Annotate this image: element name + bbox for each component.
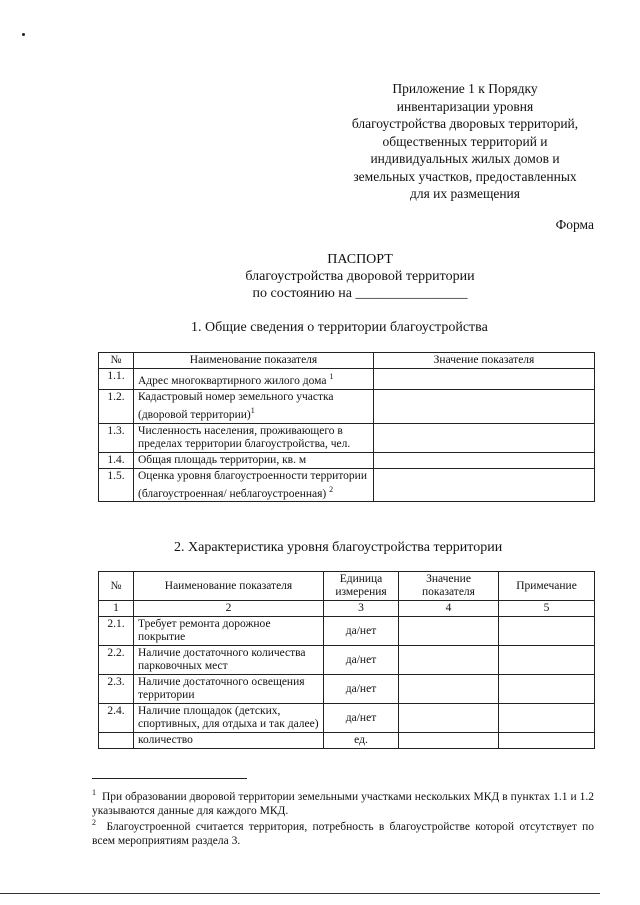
appendix-line: для их размещения bbox=[409, 186, 520, 201]
row-name: Общая площадь территории, кв. м bbox=[134, 452, 374, 468]
index-cell: 3 bbox=[324, 601, 399, 617]
table-header-row bbox=[99, 353, 595, 369]
table-row bbox=[99, 468, 595, 502]
row-value bbox=[399, 646, 499, 675]
index-cell: 5 bbox=[499, 601, 595, 617]
table-row bbox=[99, 617, 595, 646]
footnote-text: Благоустроенной считается территория, потребность в благоустройстве которой отсутствует по всем мероприятиям раздела 3. bbox=[92, 820, 595, 847]
row-name: Требует ремонта дорожное покрытие bbox=[134, 617, 324, 646]
table-row bbox=[99, 675, 595, 704]
section1-heading: 1. Общие сведения о территории благоустройства bbox=[191, 320, 488, 335]
table-row bbox=[99, 646, 595, 675]
index-cell: 4 bbox=[399, 601, 499, 617]
col-header-name: Наименование показателя bbox=[134, 572, 324, 601]
row-name: количество bbox=[134, 733, 324, 749]
appendix-block bbox=[330, 80, 600, 203]
row-num: 2.4. bbox=[99, 704, 134, 733]
section2-table bbox=[98, 571, 595, 749]
col-header-note: Примечание bbox=[499, 572, 595, 601]
row-name: Кадастровый номер земельного участка (дворовой территории)$^1$ bbox=[134, 389, 374, 423]
footnote-mark: 1 bbox=[92, 788, 96, 797]
row-num: 2.2. bbox=[99, 646, 134, 675]
row-value bbox=[374, 452, 595, 468]
passport-subtitle: благоустройства дворовой территории bbox=[245, 269, 475, 284]
footnote-text: При образовании дворовой территории земельными участками нескольких МКД в пунктах 1.1 и 1.2 указываются данные для каждого МКД. bbox=[92, 790, 594, 817]
page-bottom-line bbox=[0, 893, 600, 894]
footnote-separator bbox=[92, 778, 247, 779]
row-unit: да/нет bbox=[324, 675, 399, 704]
table-row bbox=[99, 704, 595, 733]
appendix-line: земельных участков, предоставленных bbox=[353, 168, 577, 184]
row-value bbox=[374, 468, 595, 502]
col-header-value: Значение показателя bbox=[374, 353, 595, 369]
row-name: Наличие площадок (детских, спортивных, для отдыха и так далее) bbox=[134, 704, 324, 733]
table-row bbox=[99, 452, 595, 468]
scan-dot bbox=[22, 33, 25, 36]
table-row bbox=[99, 369, 595, 390]
appendix-line: индивидуальных жилых домов и bbox=[370, 151, 560, 166]
table-row bbox=[99, 423, 595, 452]
passport-date-line: по состоянию на ________________ bbox=[252, 286, 468, 301]
row-num: 2.3. bbox=[99, 675, 134, 704]
row-value bbox=[399, 704, 499, 733]
row-num: 2.1. bbox=[99, 617, 134, 646]
row-name: Оценка уровня благоустроенности территории (благоустроенная/ неблагоустроенная) $^2$ bbox=[134, 468, 374, 502]
table-row bbox=[99, 389, 595, 423]
appendix-line: общественных территорий и bbox=[382, 133, 548, 149]
row-name: Наличие достаточного освещения территории bbox=[134, 675, 324, 704]
row-unit: да/нет bbox=[324, 617, 399, 646]
section1-table bbox=[98, 352, 595, 502]
passport-title: ПАСПОРТ bbox=[327, 252, 393, 267]
row-num bbox=[99, 733, 134, 749]
appendix-line: благоустройства дворовых территорий, bbox=[351, 116, 579, 131]
row-name: Наличие достаточного количества парковочных мест bbox=[134, 646, 324, 675]
row-note bbox=[499, 733, 595, 749]
col-header-name: Наименование показателя bbox=[134, 353, 374, 369]
appendix-line: Приложение 1 к Порядку bbox=[392, 81, 538, 96]
row-note bbox=[499, 675, 595, 704]
row-num: 1.5. bbox=[99, 468, 134, 502]
row-num: 1.1. bbox=[99, 369, 134, 390]
row-value bbox=[374, 389, 595, 423]
row-note bbox=[499, 646, 595, 675]
col-header-value: Значение показателя bbox=[399, 572, 499, 601]
footnote-2 bbox=[92, 816, 594, 848]
table-row bbox=[99, 733, 595, 749]
row-value bbox=[399, 617, 499, 646]
row-name: Адрес многоквартирного жилого дома $^1$ bbox=[134, 369, 374, 390]
row-value bbox=[399, 675, 499, 704]
row-num: 1.3. bbox=[99, 423, 134, 452]
index-row bbox=[99, 601, 595, 617]
row-value bbox=[399, 733, 499, 749]
index-cell: 1 bbox=[99, 601, 134, 617]
col-header-unit: Единица измерения bbox=[324, 572, 399, 601]
row-note bbox=[499, 704, 595, 733]
row-num: 1.2. bbox=[99, 389, 134, 423]
row-note bbox=[499, 617, 595, 646]
col-header-num: № bbox=[99, 353, 134, 369]
row-unit: да/нет bbox=[324, 704, 399, 733]
footnote-1 bbox=[92, 786, 594, 818]
section2-heading: 2. Характеристика уровня благоустройства территории bbox=[174, 540, 503, 555]
appendix-line: инвентаризации уровня bbox=[396, 98, 534, 114]
form-label: Форма bbox=[555, 217, 594, 232]
row-unit: да/нет bbox=[324, 646, 399, 675]
row-name: Численность населения, проживающего в пределах территории благоустройства, чел. bbox=[134, 423, 374, 452]
row-value bbox=[374, 369, 595, 390]
row-value bbox=[374, 423, 595, 452]
row-unit: ед. bbox=[324, 733, 399, 749]
row-num: 1.4. bbox=[99, 452, 134, 468]
index-cell: 2 bbox=[134, 601, 324, 617]
col-header-num: № bbox=[99, 572, 134, 601]
table-header-row bbox=[99, 572, 595, 601]
footnote-mark: 2 bbox=[92, 818, 96, 827]
